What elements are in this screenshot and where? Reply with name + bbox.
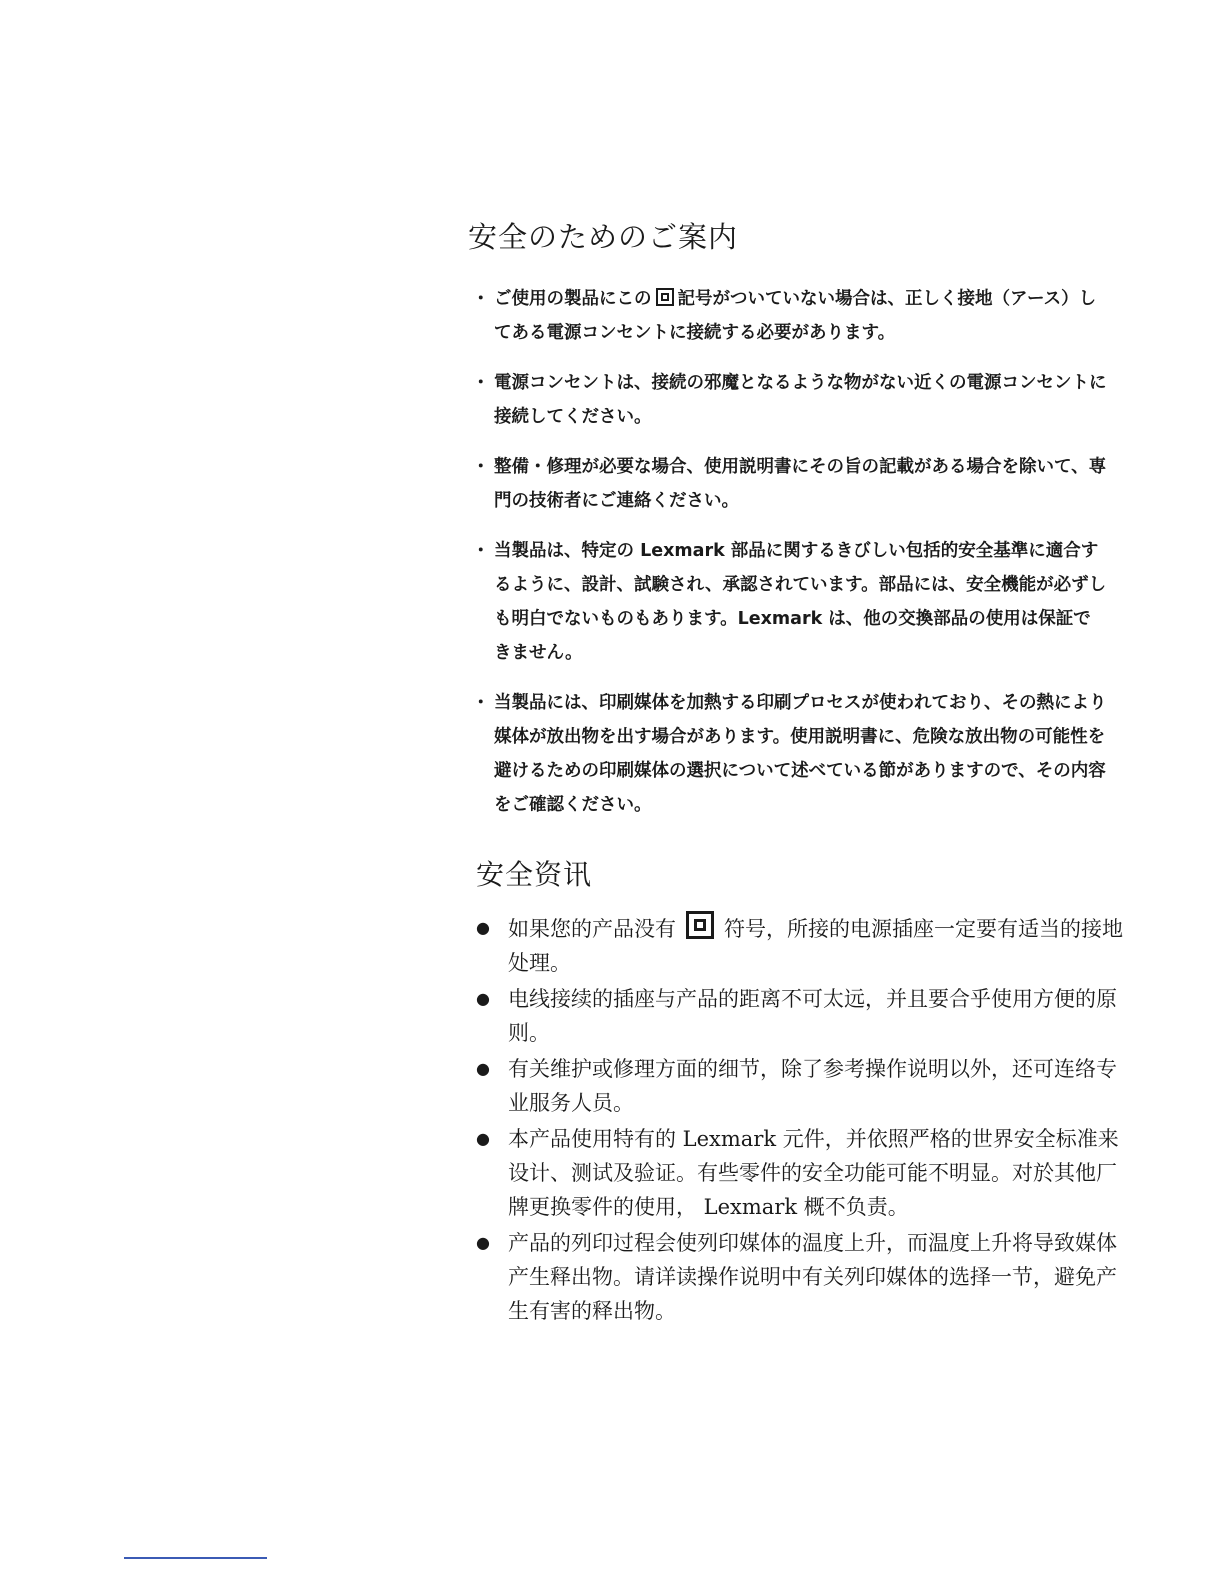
japanese-item-text: 当製品は、特定の Lexmark 部品に関するきびしい包括的安全基準に適合するように、設計、試験され、承認されています。部品には、安全機能が必ずしも明白でないものもあります。Lexmark は、他の交換部品の使用は保証できません。 (494, 541, 1107, 663)
bullet-icon: ・ (472, 693, 490, 713)
japanese-item-text: 電源コンセントは、接続の邪魔となるような物がない近くの電源コンセントに接続してください。 (494, 373, 1107, 427)
chinese-safety-item (476, 1052, 1126, 1120)
chinese-item-text: 产品的列印过程会使列印媒体的温度上升，而温度上升将导致媒体产生释出物。请详读操作说明中有关列印媒体的选择一节，避免产生有害的释出物。 (508, 1231, 1117, 1323)
bullet-icon: ・ (472, 541, 490, 561)
bullet-icon: ・ (472, 289, 490, 309)
japanese-item-text: 当製品には、印刷媒体を加熱する印刷プロセスが使われており、その熱により媒体が放出物を出す場合があります。使用説明書に、危険な放出物の可能性を避けるための印刷媒体の選択について述べている節がありますので、その内容をご確認ください。 (494, 693, 1107, 815)
chinese-safety-item (476, 911, 1126, 980)
japanese-safety-heading: 安全のためのご案内 (468, 220, 739, 254)
footer-rule (124, 1557, 267, 1559)
japanese-safety-item (468, 282, 1108, 350)
protective-ground-square-icon (686, 911, 714, 939)
japanese-item-text-after-symbol: 記号がついていない場合は、正しく接地（アース）してある電源コンセントに接続する必要があります。 (494, 289, 1097, 343)
japanese-safety-item (468, 534, 1108, 670)
chinese-safety-item (476, 1226, 1126, 1328)
chinese-safety-heading: 安全资讯 (476, 858, 593, 891)
chinese-safety-list (476, 911, 1126, 1328)
bullet-icon: ● (476, 1233, 490, 1252)
bullet-icon: ● (476, 989, 490, 1008)
bullet-icon: ● (476, 1129, 490, 1148)
chinese-safety-section (476, 853, 1126, 1330)
chinese-item-text: 本产品使用特有的 Lexmark 元件，并依照严格的世界安全标准来设计、测试及验证。有些零件的安全功能可能不明显。对於其他厂牌更换零件的使用， Lexmark 概不负责。 (508, 1127, 1119, 1219)
japanese-safety-item (468, 366, 1108, 434)
chinese-safety-item (476, 1122, 1126, 1224)
japanese-safety-list (468, 282, 1108, 822)
bullet-icon: ・ (472, 457, 490, 477)
chinese-safety-item (476, 982, 1126, 1050)
japanese-item-text: 整備・修理が必要な場合、使用説明書にその旨の記載がある場合を除いて、専門の技術者にご連絡ください。 (494, 457, 1107, 511)
japanese-item-text-before-symbol: ご使用の製品にこの (494, 289, 652, 309)
chinese-item-text: 有关维护或修理方面的细节，除了参考操作说明以外，还可连络专业服务人员。 (508, 1057, 1117, 1115)
japanese-safety-item (468, 686, 1108, 822)
bullet-icon: ● (476, 918, 490, 937)
chinese-item-text-before-symbol: 如果您的产品没有 (508, 917, 676, 941)
chinese-item-text: 电线接续的插座与产品的距离不可太远，并且要合乎使用方便的原则。 (508, 987, 1117, 1045)
chinese-item-text-after-symbol: 符号，所接的电源插座一定要有适当的接地处理。 (508, 917, 1123, 975)
bullet-icon: ● (476, 1059, 490, 1078)
japanese-safety-item (468, 450, 1108, 518)
japanese-safety-section (468, 215, 1108, 838)
bullet-icon: ・ (472, 373, 490, 393)
protective-ground-square-icon (656, 288, 674, 306)
